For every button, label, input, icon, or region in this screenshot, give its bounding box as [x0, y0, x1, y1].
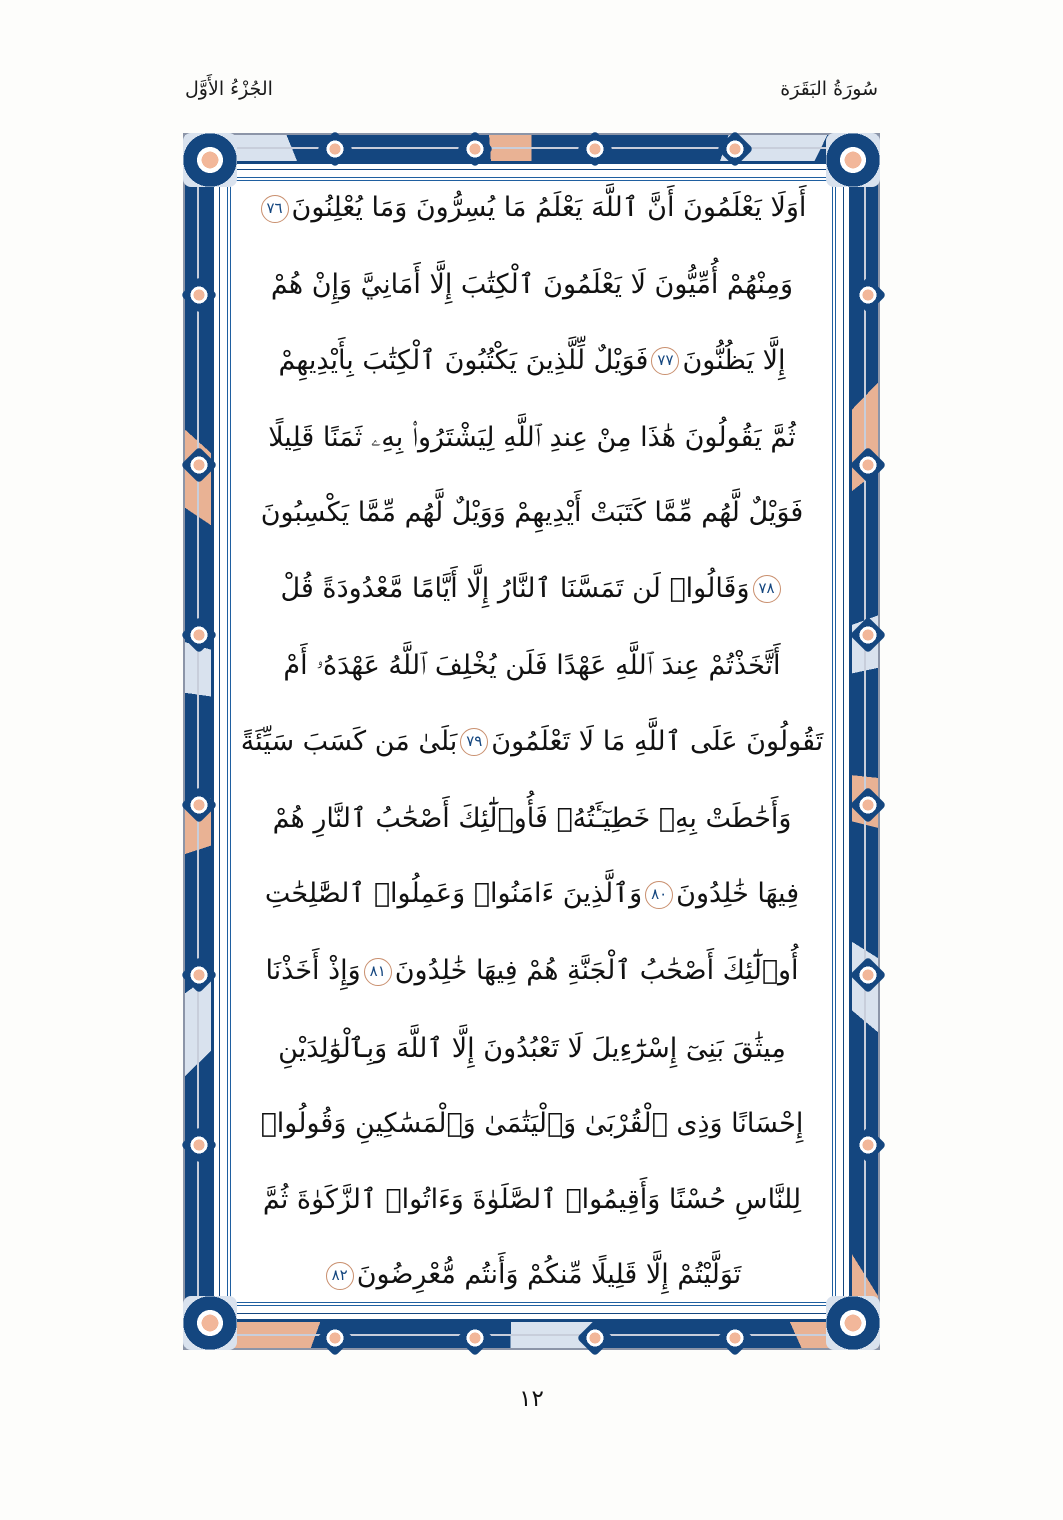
ayah-text: إِلَّا يَظُنُّونَ	[682, 344, 786, 376]
ayah-line	[238, 194, 826, 223]
ayah-line	[238, 497, 826, 529]
ayah-number-marker: ٨١	[364, 958, 392, 986]
ayah-line	[238, 725, 826, 757]
corner-ornament-bottom-left	[183, 1296, 237, 1350]
ayah-number-marker: ٧٨	[753, 575, 781, 603]
page-number: ١٢	[519, 1386, 544, 1412]
surah-label: سُورَةُ البَقَرَة	[780, 78, 878, 100]
ayah-line	[238, 344, 826, 376]
ayah-text-continuation: وَٱلَّذِينَ ءَامَنُوا۟ وَعَمِلُوا۟ ٱلصَّٰلِحَٰتِ	[264, 878, 643, 910]
ayah-text: تَوَلَّيْتُمْ إِلَّا قَلِيلًا مِّنكُمْ وَأَنتُم مُّعْرِضُونَ	[356, 1259, 742, 1291]
ayah-text: ثُمَّ يَقُولُونَ هَٰذَا مِنْ عِندِ ٱللَّهِ لِيَشْتَرُوا۟ بِهِۦ ثَمَنًا قَلِيلًا	[268, 421, 796, 453]
ayah-text: أُو۟لَٰٓئِكَ أَصْحَٰبُ ٱلْجَنَّةِ هُمْ فِيهَا خَٰلِدُونَ	[394, 955, 799, 987]
ayah-line	[238, 1108, 826, 1140]
ayah-text-continuation: بَلَىٰ مَن كَسَبَ سَيِّئَةً	[240, 725, 458, 757]
corner-ornament-bottom-right	[826, 1296, 880, 1350]
ayah-line	[238, 1183, 826, 1215]
ayah-text: مِيثَٰقَ بَنِىٓ إِسْرَٰٓءِيلَ لَا تَعْبُدُونَ إِلَّا ٱللَّهَ وَبِٱلْوَٰلِدَيْنِ	[278, 1032, 786, 1064]
juz-label: الجُزْءُ الأَوَّل	[185, 78, 273, 100]
ayah-text: وَمِنْهُمْ أُمِّيُّونَ لَا يَعْلَمُونَ ٱلْكِتَٰبَ إِلَّا أَمَانِيَّ وَإِنْ هُمْ	[270, 269, 794, 301]
corner-ornament-top-left	[183, 133, 237, 187]
page-header	[185, 78, 878, 112]
corner-ornament-top-right	[826, 133, 880, 187]
ayah-text: لِلنَّاسِ حُسْنًا وَأَقِيمُوا۟ ٱلصَّلَوٰةَ وَءَاتُوا۟ ٱلزَّكَوٰةَ ثُمَّ	[262, 1183, 802, 1215]
quran-text-block	[238, 188, 826, 1296]
ayah-line	[238, 650, 826, 682]
ayah-number-marker: ٨٠	[645, 881, 673, 909]
ayah-line	[238, 880, 826, 909]
ayah-text: أَوَلَا يَعْلَمُونَ أَنَّ ٱللَّهَ يَعْلَمُ مَا يُسِرُّونَ وَمَا يُعْلِنُونَ	[291, 192, 807, 223]
ayah-line	[238, 1032, 826, 1064]
ayah-number-marker: ٧٩	[460, 728, 488, 756]
ayah-text-continuation: وَإِذْ أَخَذْنَا	[265, 955, 361, 987]
ayah-text: وَأَحَٰطَتْ بِهِۦ خَطِيٓـَٔتُهُۥ فَأُو۟لَٰٓئِكَ أَصْحَٰبُ ٱلنَّارِ هُمْ	[272, 802, 792, 834]
ayah-line	[238, 802, 826, 834]
ayah-line	[238, 572, 826, 604]
ayah-text: أَتَّخَذْتُمْ عِندَ ٱللَّهِ عَهْدًا فَلَن يُخْلِفَ ٱللَّهُ عَهْدَهُۥ أَمْ	[283, 650, 781, 682]
ayah-line	[238, 269, 826, 301]
ayah-number-marker: ٧٦	[261, 195, 289, 223]
ayah-number-marker: ٨٢	[326, 1262, 354, 1290]
ayah-text: تَقُولُونَ عَلَى ٱللَّهِ مَا لَا تَعْلَمُونَ	[491, 725, 824, 757]
ayah-text: وَقَالُوا۟ لَن تَمَسَّنَا ٱلنَّارُ إِلَّا أَيَّامًا مَّعْدُودَةً قُلْ	[280, 572, 750, 604]
ayah-text-continuation: فَوَيْلٌ لِّلَّذِينَ يَكْتُبُونَ ٱلْكِتَٰبَ بِأَيْدِيهِمْ	[278, 344, 649, 376]
ayah-line	[238, 1261, 826, 1290]
ayah-line	[238, 421, 826, 453]
ayah-text: فَوَيْلٌ لَّهُم مِّمَّا كَتَبَتْ أَيْدِيهِمْ وَوَيْلٌ لَّهُم مِّمَّا يَكْسِبُونَ	[260, 497, 804, 529]
ayah-line	[238, 957, 826, 986]
ayah-text: إِحْسَانًا وَذِى ٱلْقُرْبَىٰ وَٱلْيَتَٰمَىٰ وَٱلْمَسَٰكِينِ وَقُولُوا۟	[260, 1108, 804, 1140]
ayah-text: فِيهَا خَٰلِدُونَ	[676, 878, 800, 910]
ayah-number-marker: ٧٧	[651, 347, 679, 375]
